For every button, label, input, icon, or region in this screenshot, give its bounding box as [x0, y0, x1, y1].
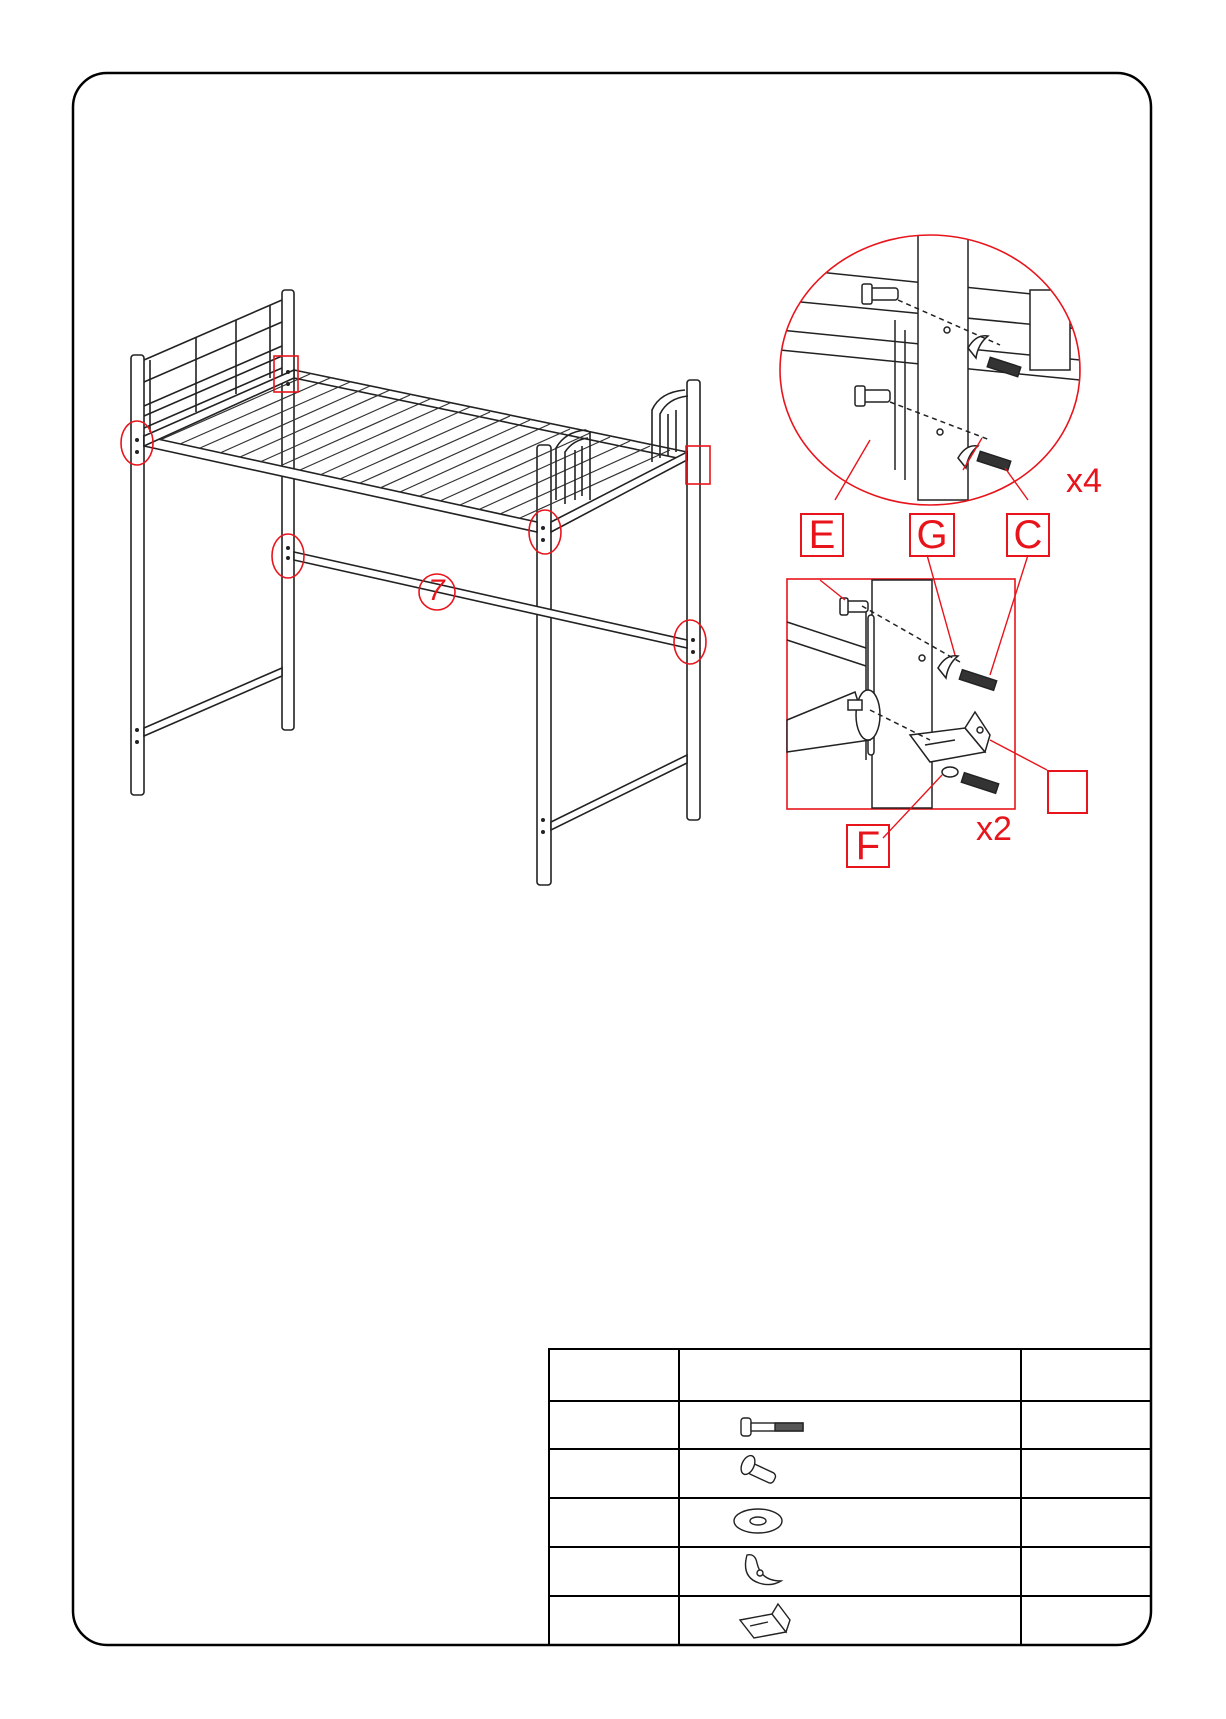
hardware-table	[548, 1348, 1152, 1644]
row-qty	[1021, 1547, 1152, 1596]
table-row	[549, 1547, 1152, 1596]
loft-bed-illustration	[131, 290, 700, 885]
label-c: C	[1006, 513, 1050, 557]
row-code	[549, 1449, 679, 1498]
part-number-7: 7	[428, 574, 445, 607]
row-qty	[1021, 1401, 1152, 1449]
table-row	[549, 1401, 1152, 1449]
row-image	[679, 1498, 1021, 1547]
header-image	[679, 1349, 1021, 1401]
row-code	[549, 1498, 679, 1547]
table-row	[549, 1498, 1152, 1547]
row-qty	[1021, 1596, 1152, 1644]
label-e: E	[800, 513, 844, 557]
label-f: F	[846, 824, 890, 868]
detail-box-bottom	[787, 438, 1047, 838]
header-qty	[1021, 1349, 1152, 1401]
label-g: G	[909, 513, 955, 557]
quantity-x4: x4	[1066, 462, 1102, 500]
row-qty	[1021, 1498, 1152, 1547]
row-image	[679, 1401, 1021, 1449]
table-row	[549, 1449, 1152, 1498]
table-row	[549, 1596, 1152, 1644]
quantity-x2: x2	[976, 810, 1012, 848]
header-code	[549, 1349, 679, 1401]
row-code	[549, 1596, 679, 1644]
row-code	[549, 1547, 679, 1596]
row-image	[679, 1547, 1021, 1596]
label-blank	[1047, 770, 1088, 814]
detail-circle-top	[780, 230, 1090, 505]
row-image	[679, 1449, 1021, 1498]
row-code	[549, 1401, 679, 1449]
row-qty	[1021, 1449, 1152, 1498]
table-header-row	[549, 1349, 1152, 1401]
row-image	[679, 1596, 1021, 1644]
